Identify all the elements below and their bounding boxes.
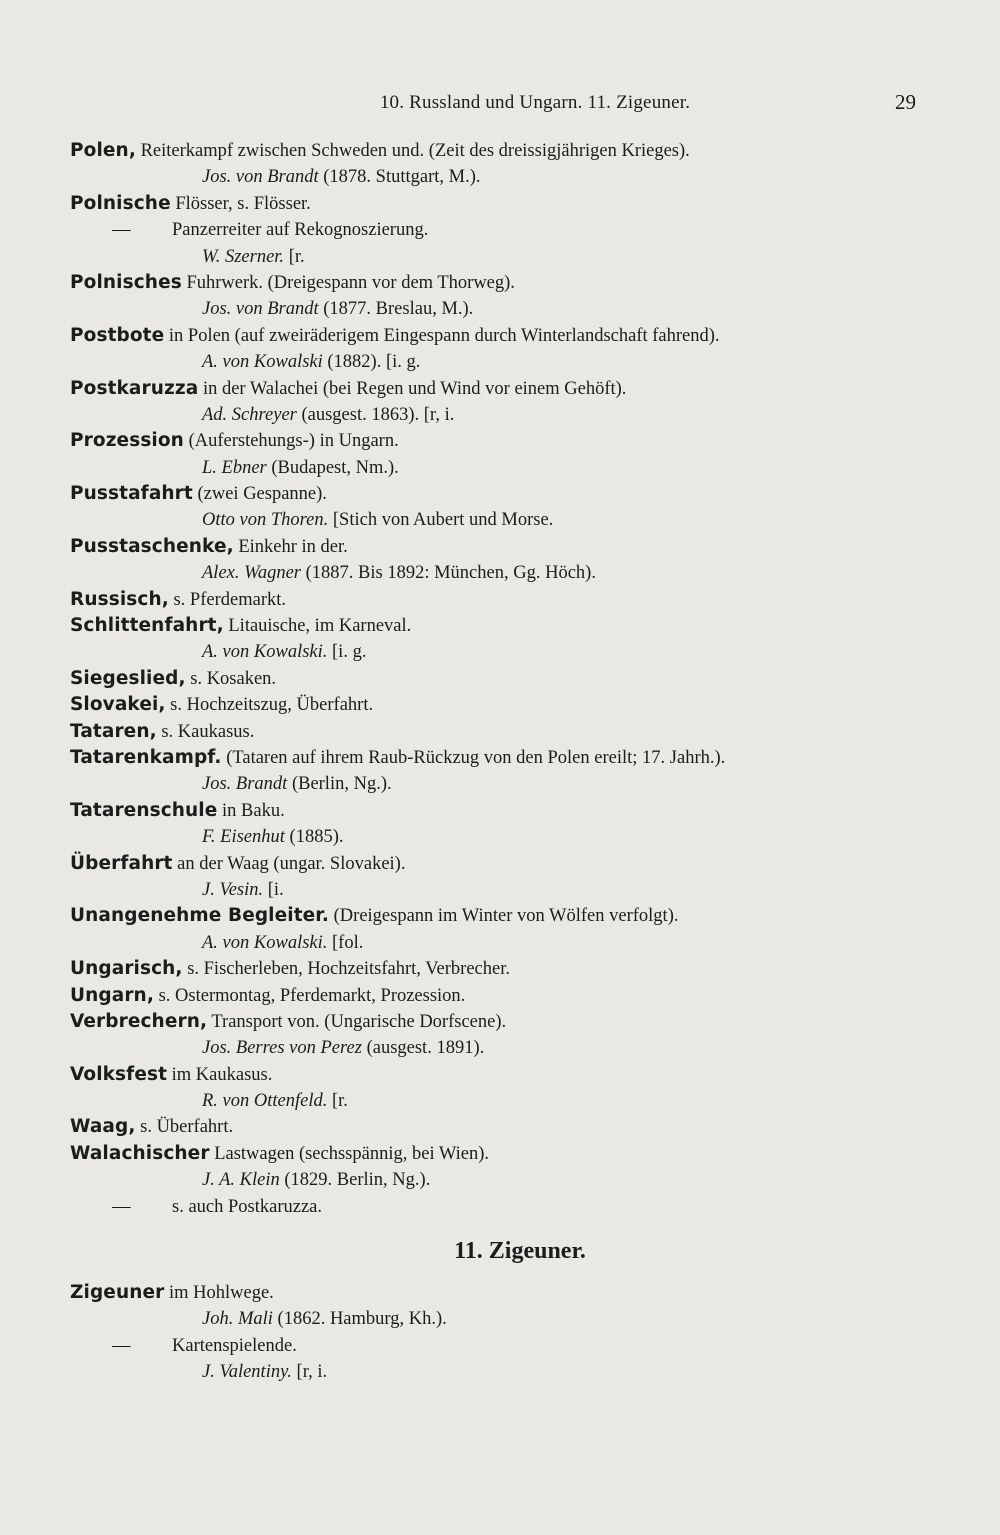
entry-keyword: Polnisches (70, 271, 182, 293)
entry-keyword: Ungarn, (70, 984, 154, 1006)
index-entry (70, 798, 930, 824)
artist-name: Alex. Wagner (202, 563, 301, 584)
entry-description: an der Waag (ungar. Slovakei). (172, 853, 406, 874)
entry-keyword: Slovakei, (70, 694, 166, 716)
index-entry (70, 1280, 930, 1306)
index-entry (70, 983, 930, 1009)
entry-keyword: Russisch, (70, 588, 169, 610)
entry-artist-line (70, 1088, 930, 1114)
artist-details: (Berlin, Ng.). (287, 774, 392, 795)
index-entry (70, 1062, 930, 1088)
entry-description: s. Hochzeitszug, Überfahrt. (165, 695, 374, 716)
artist-details: [Stich von Aubert und Morse. (328, 510, 554, 531)
artist-details: (1829. Berlin, Ng.). (279, 1170, 431, 1191)
index-entry (70, 692, 930, 718)
entry-artist-line (70, 1359, 930, 1385)
entry-description: s. Fischerleben, Hochzeitsfahrt, Verbrecher. (182, 959, 510, 980)
artist-name: A. von Kowalski (202, 352, 323, 373)
entry-artist-line (70, 402, 930, 428)
index-entry (70, 481, 930, 507)
entry-artist-line (70, 296, 930, 322)
artist-name: J. Valentiny. (202, 1362, 292, 1383)
entry-description: (Auferstehungs-) in Ungarn. (183, 431, 399, 452)
entry-keyword: Volksfest (70, 1063, 168, 1085)
index-entry (70, 191, 930, 217)
artist-name: Jos. von Brandt (202, 167, 319, 188)
entry-description: Flösser, s. Flösser. (170, 193, 311, 214)
running-head-title: 10. Russland und Ungarn. 11. Zigeuner. (379, 92, 691, 113)
entry-keyword: Tatarenschule (70, 799, 218, 821)
artist-details: (ausgest. 1891). (361, 1038, 485, 1059)
artist-details: [r. (327, 1091, 348, 1112)
entry-artist-line (70, 824, 930, 850)
artist-name: L. Ebner (202, 457, 267, 478)
artist-name: Otto von Thoren. (202, 510, 329, 531)
index-entry (70, 851, 930, 877)
entry-description: s. Kaukasus. (156, 721, 255, 742)
index-entry (70, 613, 930, 639)
index-entry (70, 903, 930, 929)
artist-name: R. von Ottenfeld. (202, 1091, 328, 1112)
entry-keyword: Zigeuner (70, 1282, 165, 1304)
entry-keyword: Polnische (70, 192, 171, 214)
artist-details: (Budapest, Nm.). (266, 457, 399, 478)
artist-name: Jos. Brandt (202, 774, 288, 795)
artist-name: J. Vesin. (202, 879, 264, 900)
entry-description: s. Pferdemarkt. (168, 589, 286, 610)
entry-keyword: Polen, (70, 140, 136, 161)
index-entry (70, 719, 930, 745)
entry-description: Transport von. (Ungarische Dorfscene). (207, 1011, 507, 1032)
entry-keyword: Pusstaschenke, (70, 535, 234, 557)
entry-description: in Polen (auf zweiräderigem Eingespann durch Winterlandschaft fahrend). (164, 325, 720, 346)
artist-name: Jos. Berres von Perez (202, 1038, 362, 1059)
entry-keyword: Waag, (70, 1116, 136, 1138)
entry-artist-line (70, 1167, 930, 1193)
entry-description: Lastwagen (sechsspännig, bei Wien). (209, 1143, 489, 1164)
entry-description: in der Walachei (bei Regen und Wind vor einem Gehöft). (198, 378, 627, 399)
entry-keyword: Postbote (70, 324, 165, 346)
entry-keyword: Ungarisch, (70, 958, 183, 980)
entry-keyword: Prozession (70, 430, 184, 452)
page-number: 29 (895, 90, 916, 114)
artist-name: Jos. von Brandt (202, 299, 319, 320)
entry-artist-line (70, 507, 930, 533)
artist-name: Joh. Mali (202, 1309, 273, 1330)
ditto-entry (70, 217, 930, 243)
entry-keyword: Siegeslied, (70, 667, 186, 689)
artist-details: [r. (284, 246, 305, 267)
entry-artist-line (70, 349, 930, 375)
entry-description: s. Überfahrt. (135, 1117, 234, 1138)
artist-name: A. von Kowalski. (202, 642, 328, 663)
entry-keyword: Tatarenkampf. (70, 746, 222, 768)
entry-description: Reiterkampf zwischen Schweden und. (Zeit des dreissigjährigen Krieges). (135, 141, 690, 161)
entry-keyword: Walachischer (70, 1142, 210, 1164)
index-entry (70, 745, 930, 771)
index-entries (70, 138, 930, 1386)
ditto-entry (70, 1194, 930, 1220)
artist-name: A. von Kowalski. (202, 932, 328, 953)
index-entry (70, 587, 930, 613)
entry-description: Fuhrwerk. (Dreigespann vor dem Thorweg). (181, 272, 515, 293)
entry-artist-line (70, 639, 930, 665)
entry-description: Litauische, im Karneval. (223, 616, 412, 637)
entry-description: (Dreigespann im Winter von Wölfen verfolgt). (329, 906, 679, 927)
entry-description: s. Kosaken. (185, 668, 277, 689)
entry-description: s. auch Postkaruzza. (172, 1196, 323, 1217)
artist-name: F. Eisenhut (202, 827, 285, 848)
artist-details: (1878. Stuttgart, M.). (318, 167, 481, 188)
index-entry (70, 1114, 930, 1140)
artist-details: [r, i. (291, 1362, 328, 1383)
entry-artist-line (70, 560, 930, 586)
entry-keyword: Tataren, (70, 720, 157, 742)
index-entry (70, 956, 930, 982)
artist-details: [i. g. (327, 642, 367, 663)
entry-artist-line (70, 455, 930, 481)
ditto-dash: — (112, 1196, 131, 1217)
ditto-entry (70, 1333, 930, 1359)
index-entry (70, 1141, 930, 1167)
index-entry (70, 666, 930, 692)
index-entry (70, 138, 930, 164)
entry-description: (Tataren auf ihrem Raub-Rückzug von den Polen ereilt; 17. Jahrh.). (221, 747, 726, 768)
entry-description: Einkehr in der. (233, 536, 348, 557)
entry-artist-line (70, 164, 930, 190)
artist-details: (1877. Breslau, M.). (318, 299, 474, 320)
entry-artist-line (70, 1035, 930, 1061)
artist-details: (ausgest. 1863). [r, i. (296, 404, 455, 425)
artist-details: (1882). [i. g. (322, 352, 421, 373)
entry-keyword: Schlittenfahrt, (70, 615, 224, 637)
entry-description: Kartenspielende. (172, 1335, 297, 1356)
entry-keyword: Verbrechern, (70, 1010, 208, 1032)
entry-keyword: Postkaruzza (70, 377, 199, 399)
running-head (70, 90, 920, 120)
artist-details: (1862. Hamburg, Kh.). (272, 1309, 447, 1330)
entry-artist-line (70, 1306, 930, 1332)
artist-name: J. A. Klein (202, 1170, 280, 1191)
index-entry (70, 534, 930, 560)
entry-description: im Kaukasus. (167, 1064, 273, 1085)
artist-details: (1885). (284, 827, 344, 848)
entry-description: (zwei Gespanne). (192, 484, 327, 505)
index-entry (70, 323, 930, 349)
artist-name: W. Szerner. (202, 246, 285, 267)
entry-artist-line (70, 244, 930, 270)
section-heading: 11. Zigeuner. (454, 1238, 586, 1265)
artist-details: [i. (263, 879, 284, 900)
entry-description: in Baku. (217, 800, 285, 821)
entry-keyword: Pusstafahrt (70, 483, 193, 505)
artist-details: [fol. (327, 932, 364, 953)
index-entry (70, 376, 930, 402)
artist-details: (1887. Bis 1892: München, Gg. Höch). (301, 563, 596, 584)
index-entry (70, 428, 930, 454)
entry-artist-line (70, 771, 930, 797)
entry-description: s. Ostermontag, Pferdemarkt, Prozession. (153, 985, 466, 1006)
artist-name: Ad. Schreyer (202, 404, 297, 425)
ditto-dash: — (112, 1335, 131, 1356)
index-entry (70, 1009, 930, 1035)
entry-artist-line (70, 930, 930, 956)
entry-artist-line (70, 877, 930, 903)
entry-description: im Hohlwege. (164, 1283, 274, 1304)
ditto-dash: — (112, 220, 131, 241)
index-entry (70, 270, 930, 296)
entry-description: Panzerreiter auf Rekognoszierung. (172, 220, 429, 241)
entry-keyword: Überfahrt (70, 852, 173, 874)
entry-keyword: Unangenehme Begleiter. (70, 905, 330, 927)
